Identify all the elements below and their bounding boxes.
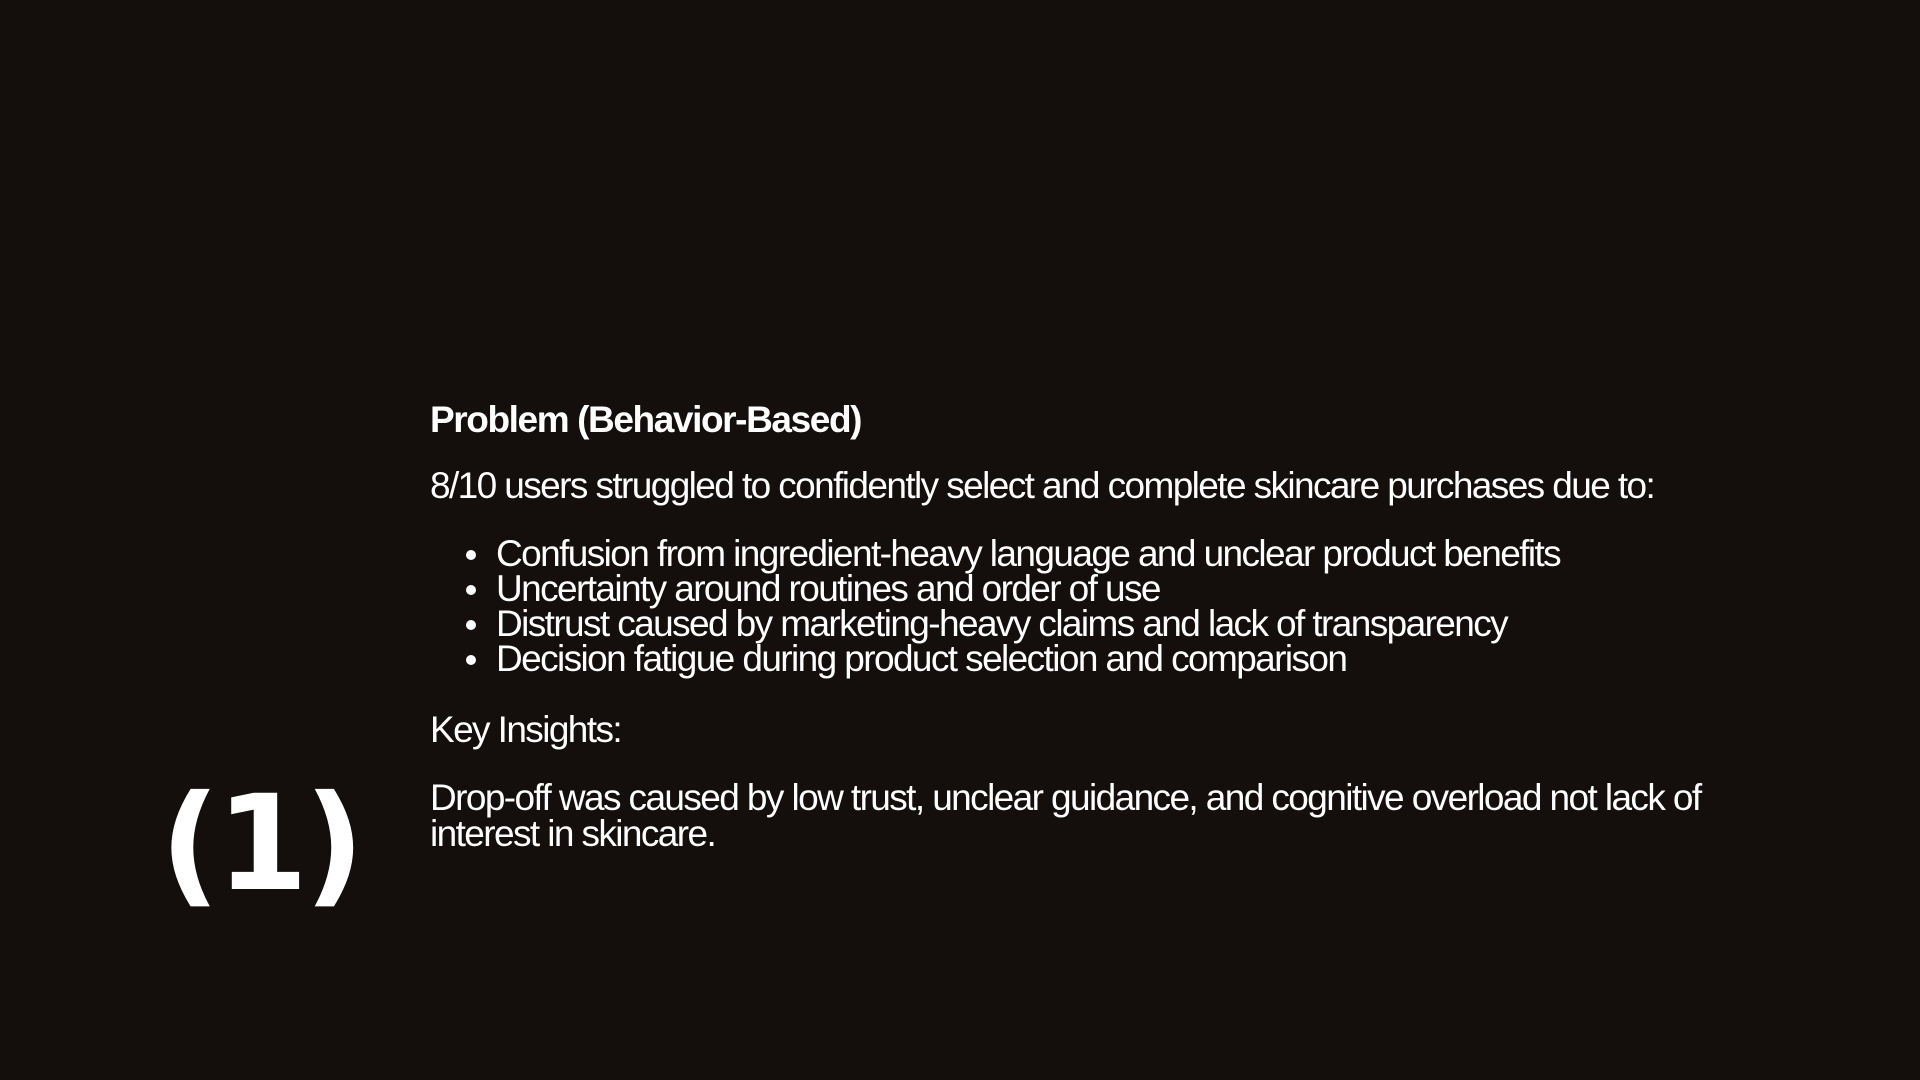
list-item: Distrust caused by marketing-heavy claims and lack of transparency — [496, 606, 1810, 641]
list-item: Uncertainty around routines and order of use — [496, 571, 1810, 606]
slide-content — [430, 398, 1810, 852]
problem-list — [430, 533, 1810, 679]
slide-number: (1) — [160, 767, 361, 921]
list-item: Decision fatigue during product selection and comparison — [496, 641, 1810, 676]
section-heading: Problem (Behavior-Based) — [430, 399, 862, 440]
list-item: Confusion from ingredient-heavy language and unclear product benefits — [496, 536, 1810, 571]
key-insight-text: Drop-off was caused by low trust, unclear guidance, and cognitive overload not lack of interest in skincare. — [430, 777, 1701, 854]
problem-statement: 8/10 users struggled to confidently select and complete skincare purchases due to: — [430, 465, 1655, 506]
key-insights-label: Key Insights: — [430, 709, 622, 750]
